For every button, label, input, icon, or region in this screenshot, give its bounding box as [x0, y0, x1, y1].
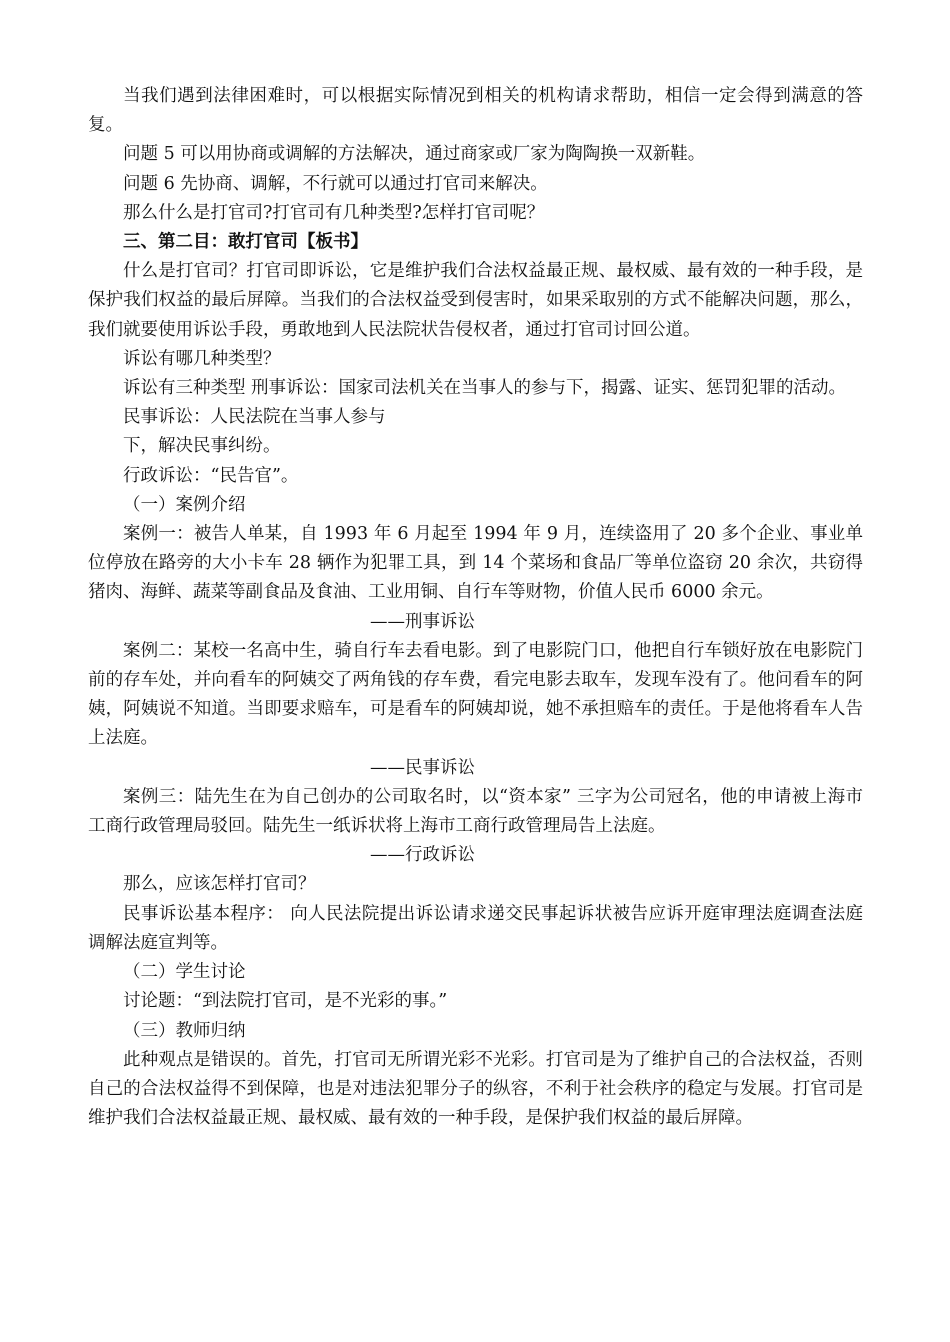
paragraph-discussion-topic: 讨论题：“到法院打官司，是不光彩的事。” — [123, 991, 448, 1012]
paragraph-administrative-litigation: 行政诉讼：“民告官”。 — [123, 465, 299, 486]
subheading-teacher-summary: （三）教师归纳 — [123, 1020, 246, 1041]
paragraph-question-6: 问题 6 先协商、调解，不行就可以通过打官司来解决。 — [123, 173, 548, 194]
paragraph-conclusion: 此种观点是错误的。首先，打官司无所谓光彩不光彩。打官司是为了维护自己的合法权益，否则自己的合法权益得不到保障，也是对违法犯罪分子的纵容，不利于社会秩序的稳定与发展。打官司是维护我们合法权益最正规、最权威、最有效的一种手段，是保护我们权益的最后屏障。 — [88, 1049, 863, 1129]
section-heading: 三、第二目：敢打官司【板书】 — [123, 232, 368, 253]
paragraph-types-question: 诉讼有哪几种类型？ — [123, 348, 281, 369]
paragraph-case-2: 案例二：某校一名高中生，骑自行车去看电影。到了电影院门口，他把自行车锁好放在电影院门前的存车处，并向看车的阿姨交了两角钱的存车费，看完电影去取车，发现车没有了。他问看车的阿姨，阿姨说不知道。当即要求赔车，可是看车的阿姨却说，她不承担赔车的责任。于是他将看车人告上法庭。 — [88, 640, 863, 749]
paragraph-what-is-lawsuit: 什么是打官司？打官司即诉讼，它是维护我们合法权益最正规、最权威、最有效的一种手段，是保护我们权益的最后屏障。当我们的合法权益受到侵害时，如果采取别的方式不能解决问题，那么，我们就要使用诉讼手段，勇敢地到人民法院状告侵权者，通过打官司讨回公道。 — [88, 261, 863, 340]
paragraph-civil-litigation-line1: 民事诉讼：人民法院在当事人参与 — [123, 407, 386, 428]
paragraph-case-1: 案例一：被告人单某，自 1993 年 6 月起至 1994 年 9 月，连续盗用了 20 多个企业、事业单位停放在路旁的大小卡车 28 辆作为犯罪工具，到 14 个菜场和食品厂等单位盗窃 20 余次，共窃得猪肉、海鲜、蔬菜等副食品及食油、工业用铜、自行车等财物，价值人民币 6000 余元。 — [88, 524, 863, 603]
case-3-label: ——行政诉讼 — [370, 845, 475, 866]
paragraph-civil-litigation-line2: 下，解决民事纠纷。 — [123, 436, 281, 457]
paragraph-how-to-sue: 那么，应该怎样打官司？ — [123, 874, 316, 895]
subheading-case-intro: （一）案例介绍 — [123, 494, 246, 515]
subheading-student-discussion: （二）学生讨论 — [123, 962, 246, 983]
paragraph-lead-question: 那么什么是打官司?打官司有几种类型?怎样打官司呢？ — [123, 202, 545, 223]
paragraph-criminal-litigation: 诉讼有三种类型 刑事诉讼：国家司法机关在当事人的参与下，揭露、证实、惩罚犯罪的活动。 — [123, 378, 847, 399]
paragraph-question-5: 问题 5 可以用协商或调解的方法解决，通过商家或厂家为陶陶换一双新鞋。 — [123, 144, 706, 165]
paragraph-civil-procedure: 民事诉讼基本程序： 向人民法院提出诉讼请求递交民事起诉状被告应诉开庭审理法庭调查法庭调解法庭宣判等。 — [88, 903, 863, 953]
document-page — [88, 82, 863, 1133]
paragraph-case-3: 案例三：陆先生在为自己创办的公司取名时，以“资本家” 三字为公司冠名，他的申请被上海市工商行政管理局驳回。陆先生一纸诉状将上海市工商行政管理局告上法庭。 — [88, 786, 863, 837]
case-1-label: ——刑事诉讼 — [370, 611, 475, 632]
paragraph-legal-help: 当我们遇到法律困难时，可以根据实际情况到相关的机构请求帮助，相信一定会得到满意的答复。 — [88, 86, 863, 136]
case-2-label: ——民事诉讼 — [370, 757, 475, 778]
